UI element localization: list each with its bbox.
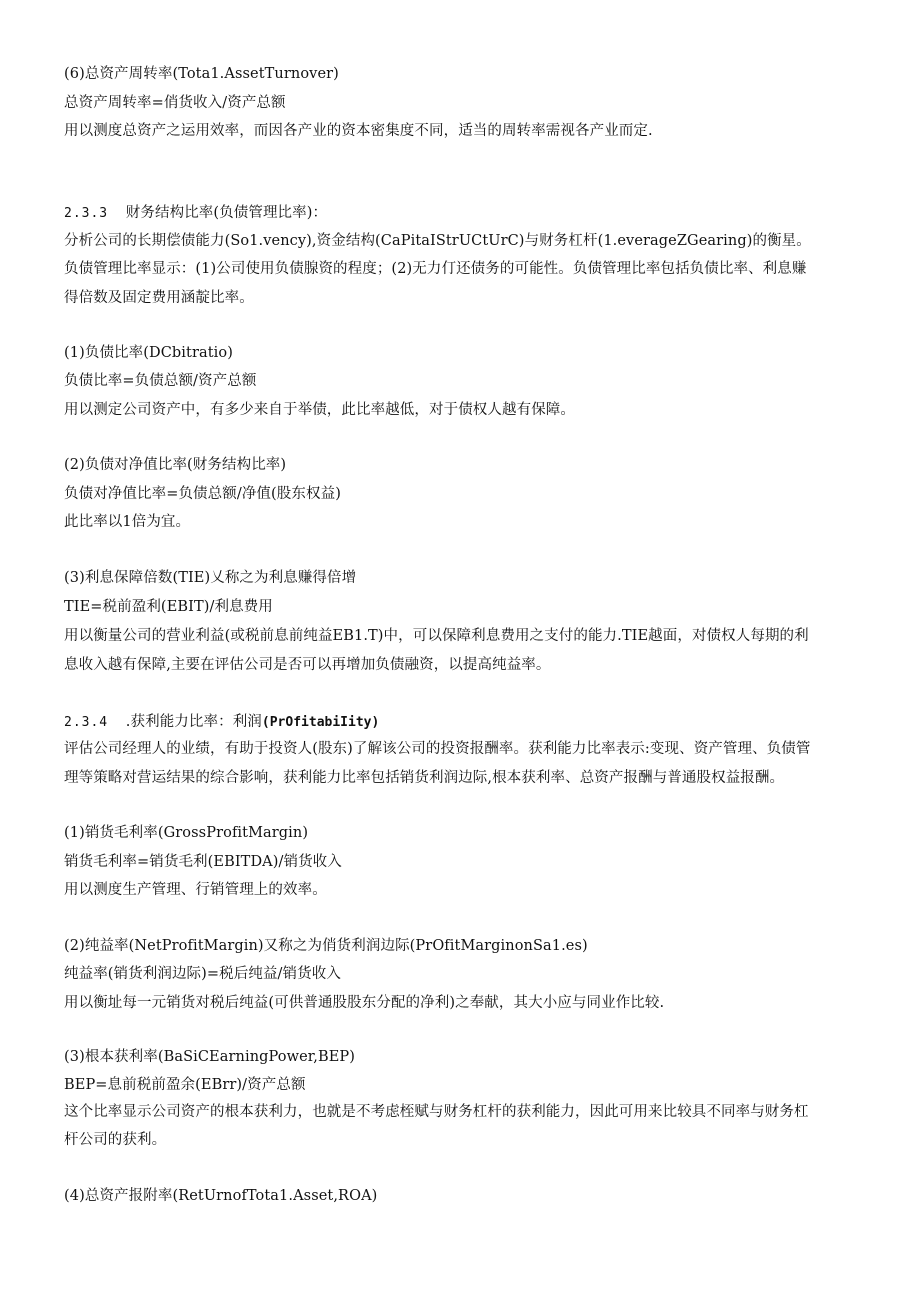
section-2-3-3-heading: [64, 203, 864, 224]
section-number: 2.3.4: [64, 715, 109, 730]
bep-description-2: 杆公司的获利。: [64, 1132, 167, 1148]
debt-equity-description: 此比率以1倍为宜。: [64, 514, 191, 530]
net-margin-formula: 纯益率(销货利润边际)=税后纯益/销货收入: [64, 966, 341, 982]
tie-description-2: 息收入越有保障,主要在评估公司是否可以再增加负债融资，以提高纯益率。: [64, 657, 551, 673]
section-2-3-4-paragraph-2: 理等策略对营运结果的综合影响，获利能力比率包括销货利润边际,根本获利率、总资产报酬与普通股权益报酬。: [64, 770, 785, 786]
section-title: .获利能力比率：利润: [125, 714, 262, 730]
section-6-title: (6)总资产周转率(Tota1.AssetTurnover): [64, 66, 339, 82]
tie-formula: TIE=税前盈利(EBIT)/利息费用: [64, 599, 273, 615]
section-2-3-3-paragraph-2b: 得倍数及固定费用涵靛比率。: [64, 290, 254, 306]
gross-margin-formula: 销货毛利率=销货毛利(EBITDA)/销货收入: [64, 854, 342, 870]
tie-description-1: 用以衡量公司的营业利益(或税前息前纯益EB1.T)中，可以保障利息费用之支付的能力.TIE越面，对债权人每期的利: [64, 628, 809, 644]
section-6-description: 用以测度总资产之运用效率，而因各产业的资本密集度不同，适当的周转率需视各产业而定.: [64, 123, 653, 139]
roa-title: (4)总资产报附率(RetUrnofTota1.Asset,ROA): [64, 1188, 378, 1204]
bep-title: (3)根本获利率(BaSiCEarningPower,BEP): [64, 1049, 356, 1065]
section-title: 财务结构比率(负债管理比率)：: [125, 205, 328, 221]
section-2-3-4-paragraph-1: 评估公司经理人的业绩，有助于投资人(股东)了解该公司的投资报酬率。获利能力比率表示:变现、资产管理、负债管: [64, 741, 811, 757]
debt-ratio-formula: 负债比率=负债总额/资产总额: [64, 373, 257, 389]
debt-ratio-title: (1)负债比率(DCbitratio): [64, 345, 233, 361]
debt-equity-title: (2)负债对净值比率(财务结构比率): [64, 457, 287, 473]
bep-formula: BEP=息前税前盈余(EBrr)/资产总额: [64, 1077, 306, 1093]
section-2-3-3-paragraph-2a: 负债管理比率显示：(1)公司使用负债腺资的程度；(2)无力仃还债务的可能性。负债管理比率包括负债比率、利息赚: [64, 261, 807, 277]
net-margin-title: (2)纯益率(NetProfitMargin)又称之为俏货利润边际(PrOfitMarginonSa1.es): [64, 938, 588, 954]
debt-ratio-description: 用以测定公司资产中，有多少来自于举债，此比率越低，对于债权人越有保障。: [64, 402, 575, 418]
gross-margin-title: (1)销货毛利率(GrossProfitMargin): [64, 825, 309, 841]
section-2-3-3-paragraph-1: 分析公司的长期偿债能力(So1.vency),资金结构(CaPitaIStrUCtUrC)与财务杠杆(1.everageZGearing)的衡星。: [64, 233, 811, 249]
gross-margin-description: 用以测度生产管理、行销管理上的效率。: [64, 882, 327, 898]
section-number: 2.3.3: [64, 206, 109, 221]
section-6-formula: 总资产周转率=俏货收入/资产总额: [64, 95, 286, 111]
net-margin-description: 用以衡址每一元销货对税后纯益(可供普通股股东分配的净利)之奉献，其大小应与同业作比较.: [64, 995, 665, 1011]
debt-equity-formula: 负债对净值比率=负债总额/净值(股东权益): [64, 486, 341, 502]
tie-title: (3)利息保障倍数(TIE)乂称之为利息赚得倍增: [64, 570, 357, 586]
section-title-english: (PrOfitabiIity): [261, 715, 380, 730]
bep-description-1: 这个比率显示公司资产的根本获利力，也就是不考虑桎赋与财务杠杆的获利能力，因此可用来比较具不同率与财务杠: [64, 1104, 809, 1120]
section-2-3-4-heading: [64, 712, 864, 733]
